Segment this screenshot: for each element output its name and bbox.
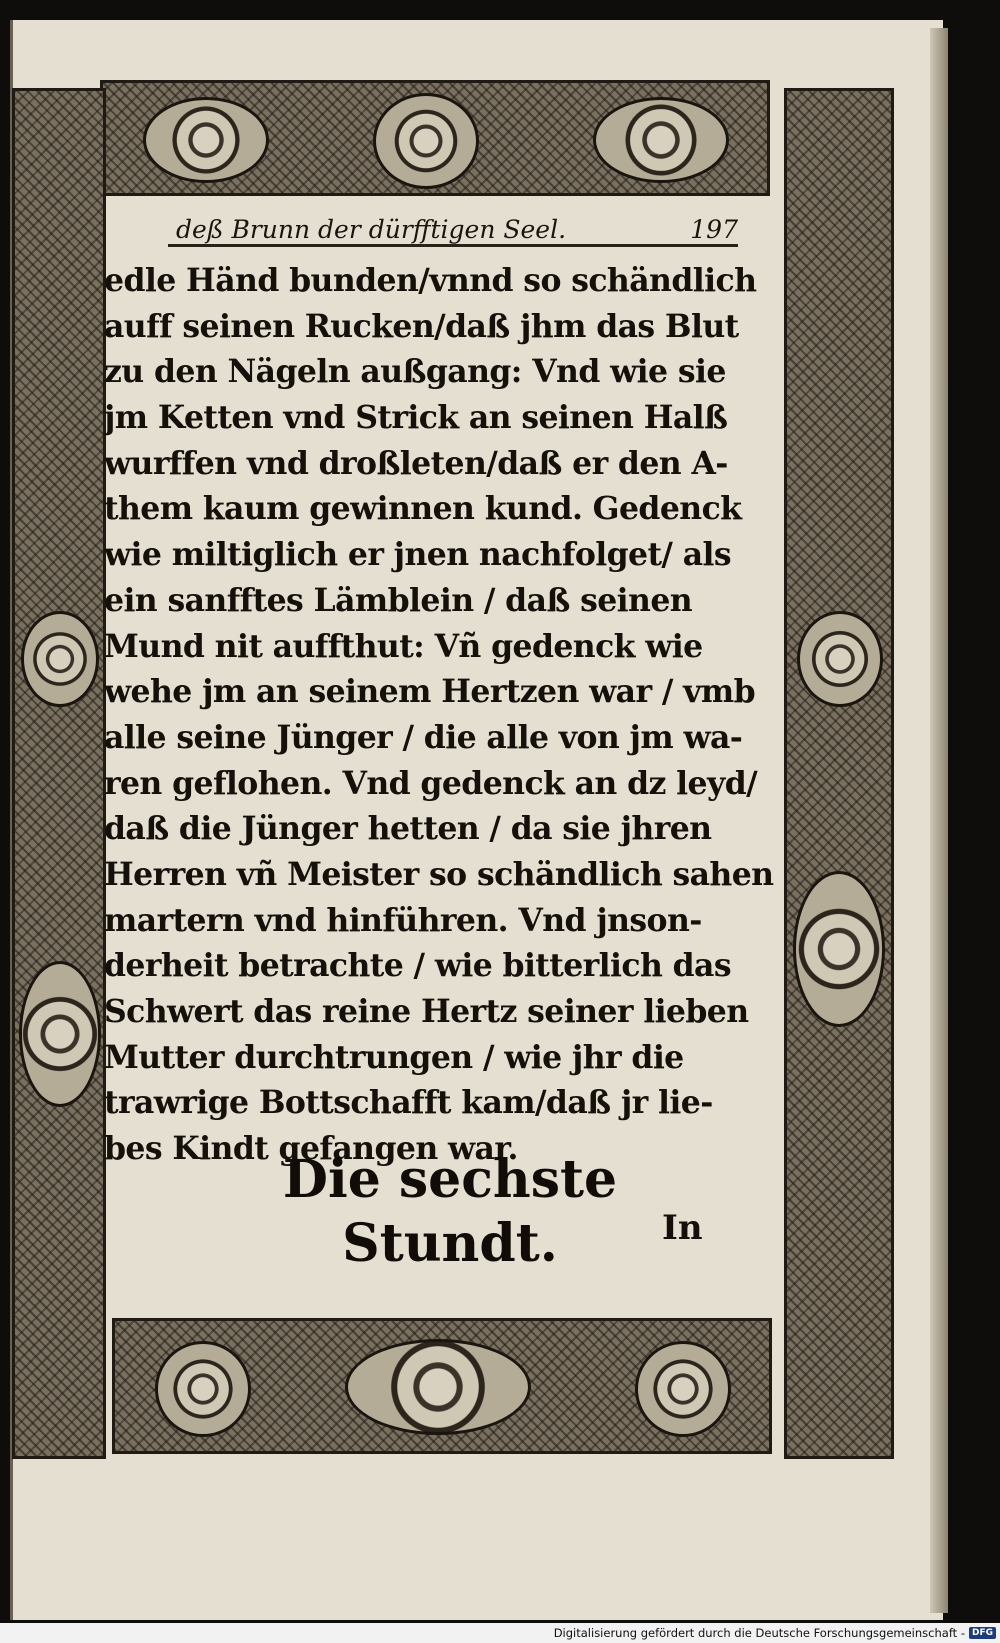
text-line: bes Kindt gefangen war. xyxy=(104,1130,518,1168)
text-line: derheit betrachte / wie bitterlich das xyxy=(104,947,731,985)
digitization-footer xyxy=(0,1623,1000,1643)
text-line: wehe jm an seinem Hertzen war / vmb xyxy=(104,673,755,711)
text-line: jm Ketten vnd Strick an seinen Halß xyxy=(104,399,728,437)
rosette-ornament xyxy=(345,1339,531,1435)
woodcut-border-bottom xyxy=(112,1318,772,1454)
text-line: zu den Nägeln außgang: Vnd wie sie xyxy=(104,353,726,391)
text-line: alle seine Jünger / die alle von jm wa- xyxy=(104,718,743,756)
text-line: them kaum gewinnen kund. Gedenck xyxy=(104,490,742,528)
running-title: deß Brunn der dürfftigen Seel. xyxy=(176,215,567,244)
rosette-ornament xyxy=(793,871,885,1027)
dfg-logo-badge: DFG xyxy=(969,1627,996,1639)
rosette-ornament xyxy=(19,961,101,1107)
text-line: Schwert das reine Hertz seiner lieben xyxy=(104,993,749,1030)
text-line: daß die Jünger hetten / da sie jhren xyxy=(104,810,712,848)
text-line: Herren vñ Meister so schändlich sahen xyxy=(104,855,774,893)
page-edge xyxy=(930,28,948,1613)
text-line: auff seinen Rucken/daß jhm das Blut xyxy=(104,307,739,345)
text-line: Mund nit auffthut: Vñ gedenck wie xyxy=(104,627,703,665)
text-line: wurffen vnd droßleten/daß er den A- xyxy=(104,444,728,482)
catchword: In xyxy=(662,1208,703,1248)
running-header xyxy=(168,204,738,247)
woodcut-border-right xyxy=(784,88,894,1459)
text-line: ein sanfftes Lämblein / daß seinen xyxy=(104,581,693,619)
rosette-ornament xyxy=(593,97,729,183)
woodcut-border-left xyxy=(12,88,106,1459)
rosette-ornament xyxy=(143,97,269,183)
text-line: Mutter durchtrungen / wie jhr die xyxy=(104,1038,684,1076)
rosette-ornament xyxy=(635,1341,731,1437)
rosette-ornament xyxy=(21,611,99,707)
rosette-ornament xyxy=(797,611,883,707)
footer-credit: Digitalisierung gefördert durch die Deutsche Forschungsgemeinschaft - xyxy=(553,1626,965,1640)
text-line: ren geflohen. Vnd gedenck an dz leyd/ xyxy=(104,764,758,802)
text-line: wie miltiglich er jnen nachfolget/ als xyxy=(104,536,732,574)
woodcut-border-top xyxy=(100,80,770,196)
page-number: 197 xyxy=(690,215,738,244)
body-text xyxy=(104,258,780,1172)
text-line: trawrige Bottschafft kam/daß jr lie- xyxy=(104,1084,713,1122)
text-line: martern vnd hinführen. Vnd jnson- xyxy=(104,901,702,939)
section-heading: Die sechste Stundt. xyxy=(282,1149,618,1274)
rosette-ornament xyxy=(155,1341,251,1437)
rosette-ornament xyxy=(373,93,479,189)
text-line: edle Händ bunden/vnnd so schändlich xyxy=(104,262,757,299)
